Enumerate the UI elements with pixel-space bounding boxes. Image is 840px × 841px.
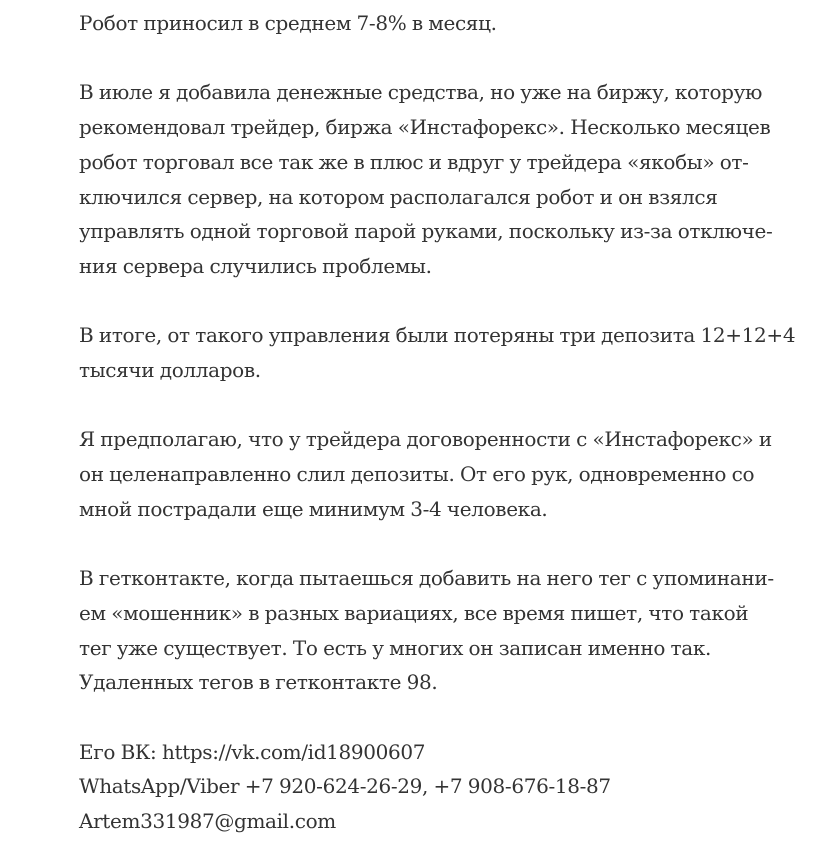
text-line: Я предполагаю, что у трейдера договоренности с «Инстафорекс» и (79, 427, 772, 452)
paragraph-assumption (79, 422, 809, 526)
text-line: мной пострадали еще минимум 3-4 человека. (79, 496, 548, 521)
paragraph-losses (79, 318, 809, 387)
text-line: он целенаправленно слил депозиты. От его рук, одновременно со (79, 462, 755, 487)
text-line: управлять одной торговой парой руками, поскольку из-за отключе- (79, 219, 773, 244)
article-body (79, 6, 809, 839)
text-line: ем «мошенник» в разных вариациях, все время пишет, что такой (79, 600, 749, 625)
paragraph-july-deposit (79, 75, 809, 283)
vk-contact: Его ВК: https://vk.com/id18900607 (79, 739, 426, 764)
text-line: рекомендовал трейдер, биржа «Инстафорекс». Несколько месяцев (79, 115, 771, 140)
email-contact: Artem331987@gmail.com (79, 809, 336, 834)
text-line: Удаленных тегов в гетконтакте 98. (79, 670, 438, 695)
text-line: тысячи долларов. (79, 358, 261, 382)
text-line: робот торговал все так же в плюс и вдруг у трейдера «якобы» от- (79, 149, 749, 174)
contacts-block (79, 735, 809, 839)
text-line: В июле я добавила денежные средства, но уже на биржу, которую (79, 80, 763, 105)
paragraph-getcontact (79, 561, 809, 700)
text-line: Робот приносил в среднем 7-8% в месяц. (79, 11, 497, 35)
text-line: В итоге, от такого управления были потеряны три депозита 12+12+4 (79, 323, 796, 348)
text-line: ключился сервер, на котором располагался робот и он взялся (79, 184, 718, 209)
paragraph-robot-income (79, 6, 809, 41)
text-line: ния сервера случились проблемы. (79, 253, 432, 278)
text-line: тег уже существует. То есть у многих он записан именно так. (79, 635, 711, 660)
text-line: В гетконтакте, когда пытаешься добавить на него тег с упоминани- (79, 566, 774, 591)
phone-contacts: WhatsApp/Viber +7 920-624-26-29, +7 908-676-18-87 (79, 774, 611, 799)
